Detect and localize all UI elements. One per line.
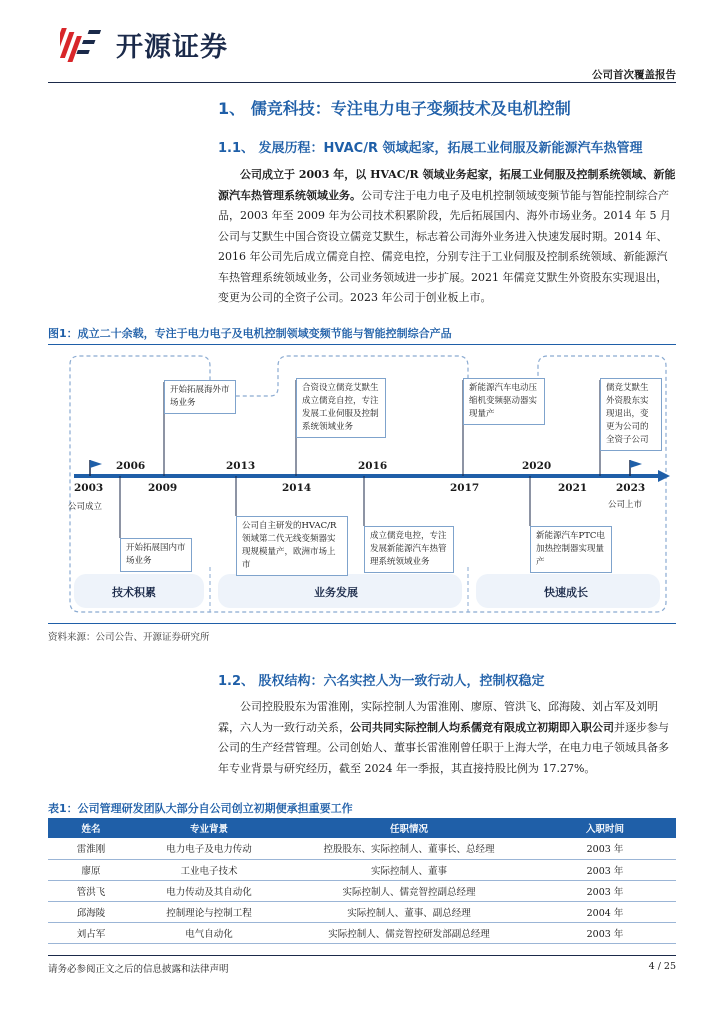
section-1-1-title: 1.1、 发展历程：HVAC/R 领域起家，拓展工业伺服及新能源汽车热管理 (218, 141, 643, 156)
paragraph-part-a: 公司控股股东为雷淮刚，实际控制人为雷淮刚、廖原、管洪飞、邱海陵、刘占军及刘明霖，六人为一致行动关系， (218, 700, 658, 734)
section-1-2-paragraph (218, 697, 676, 779)
label-founded: 公司成立 (68, 502, 103, 512)
cell-join-date: 2003 年 (534, 880, 676, 901)
paragraph-body: 公司专注于电力电子及电机控制领域变频节能与智能控制综合产品，2003 年至 2009 年为公司技术积累阶段，先后拓展国内、海外市场业务。2014 年 5 月公司与艾默生中国合资设立儒竞艾默生，标志着公司海外业务进入快速发展时期。2014 年、2016 年公司先后成立儒竞自控、儒竞电控，分别专注于工业伺服及控制系统领域、新能源汽车热管理系统领域业务，公司业务领域进一步扩展。2021 年儒竞艾默生外资股东实现退出，变更为公司的全资子公司。2023 年公司于创业板上市。 (218, 188, 671, 304)
col-join-date: 入职时间 (534, 818, 676, 838)
cell-join-date: 2003 年 (534, 838, 676, 859)
figure-bottom-rule (48, 623, 676, 624)
year-2017: 2017 (450, 482, 480, 494)
table-header-row (48, 818, 676, 838)
figure-top-rule (48, 344, 676, 345)
label-listed: 公司上市 (608, 500, 643, 510)
note-2020: 新能源汽车PTC电加热控制器实现量产 (530, 526, 612, 573)
cell-position: 实际控制人、董事 (284, 859, 534, 880)
section-1-title: 1、 儒竞科技：专注电力电子变频技术及电机控制 (218, 99, 571, 118)
figure-1-caption: 图1：成立二十余载，专注于电力电子及电机控制领域变频节能与智能控制综合产品 (48, 327, 452, 340)
note-2013: 公司自主研发的HVAC/R领域第二代无线变频器实现规模量产，欧洲市场上市 (236, 516, 348, 576)
cell-join-date: 2004 年 (534, 901, 676, 922)
table-row (48, 859, 676, 880)
cell-join-date: 2003 年 (534, 922, 676, 943)
cell-name: 邱海陵 (48, 901, 134, 922)
year-2009: 2009 (148, 482, 178, 494)
year-2020: 2020 (522, 460, 552, 472)
footer-divider (48, 955, 676, 956)
end-flag-icon (630, 460, 642, 468)
section-1-1-paragraph (218, 165, 676, 309)
brand-name: 开源证券 (116, 31, 228, 63)
year-2003: 2003 (74, 482, 104, 494)
col-background: 专业背景 (134, 818, 284, 838)
cell-position: 实际控制人、儒竞智控副总经理 (284, 880, 534, 901)
timeline-figure (60, 352, 674, 622)
table-1-caption: 表1：公司管理研发团队大部分自公司创立初期便承担重要工作 (48, 802, 353, 815)
cell-join-date: 2003 年 (534, 859, 676, 880)
report-type: 公司首次覆盖报告 (592, 69, 676, 81)
year-2023: 2023 (616, 482, 646, 494)
phase-label-2: 业务发展 (314, 586, 358, 599)
cell-background: 电气自动化 (134, 922, 284, 943)
paragraph-lead: 公司成立于 2003 年，以 HVAC/R 领域业务起家，拓展工业伺服及控制系统领域、新能源汽车热管理系统领域业务。 (218, 168, 676, 202)
year-2021: 2021 (558, 482, 588, 494)
cell-name: 管洪飞 (48, 880, 134, 901)
table-row (48, 901, 676, 922)
note-2009: 开始拓展海外市场业务 (164, 380, 236, 414)
page-number: 4 / 25 (648, 961, 676, 972)
col-position: 任职情况 (284, 818, 534, 838)
note-2021: 儒竞艾默生外资股东实现退出，变更为公司的全资子公司 (600, 378, 662, 451)
note-2016: 成立儒竞电控，专注发展新能源汽车热管理系统领域业务 (364, 526, 454, 573)
cell-name: 雷淮刚 (48, 838, 134, 859)
cell-background: 工业电子技术 (134, 859, 284, 880)
header-divider (48, 82, 676, 83)
cell-background: 电力传动及其自动化 (134, 880, 284, 901)
cell-background: 电力电子及电力传动 (134, 838, 284, 859)
cell-name: 刘占军 (48, 922, 134, 943)
note-2006: 开始拓展国内市场业务 (120, 538, 192, 572)
year-2006: 2006 (116, 460, 146, 472)
year-2014: 2014 (282, 482, 312, 494)
start-flag-icon (90, 460, 102, 468)
col-name: 姓名 (48, 818, 134, 838)
paragraph-bold: 公司共同实际控制人均系儒竞有限成立初期即入职公司 (350, 720, 614, 734)
cell-position: 控股股东、实际控制人、董事长、总经理 (284, 838, 534, 859)
cell-position: 实际控制人、董事、副总经理 (284, 901, 534, 922)
phase-label-3: 快速成长 (544, 586, 588, 599)
figure-source: 资料来源：公司公告、开源证券研究所 (48, 632, 210, 643)
company-logo (60, 22, 228, 66)
table-row (48, 880, 676, 901)
phase-label-1: 技术积累 (112, 586, 156, 599)
table-row (48, 838, 676, 859)
year-2016: 2016 (358, 460, 388, 472)
brand-logo-icon (60, 22, 108, 66)
cell-position: 实际控制人、儒竞智控研发部副总经理 (284, 922, 534, 943)
footer-disclaimer: 请务必参阅正文之后的信息披露和法律声明 (48, 964, 229, 975)
note-2017: 新能源汽车电动压缩机变频驱动器实现量产 (463, 378, 545, 425)
year-2013: 2013 (226, 460, 256, 472)
table-row (48, 922, 676, 943)
timeline-arrow-icon (658, 470, 670, 482)
note-2014: 合资设立儒竞艾默生成立儒竞自控，专注发展工业伺服及控制系统领域业务 (296, 378, 386, 438)
cell-background: 控制理论与控制工程 (134, 901, 284, 922)
section-1-2-title: 1.2、 股权结构：六名实控人为一致行动人，控制权稳定 (218, 674, 545, 689)
cell-name: 廖原 (48, 859, 134, 880)
paragraph-part-b: 并逐步参与公司的生产经营管理。公司创始人、董事长雷淮刚曾任职于上海大学，在电力电子领域具备多年专业背景与研究经历，截至 2024 年一季报，其直接持股比例为 17.27%。 (218, 720, 669, 775)
management-table (48, 818, 676, 944)
